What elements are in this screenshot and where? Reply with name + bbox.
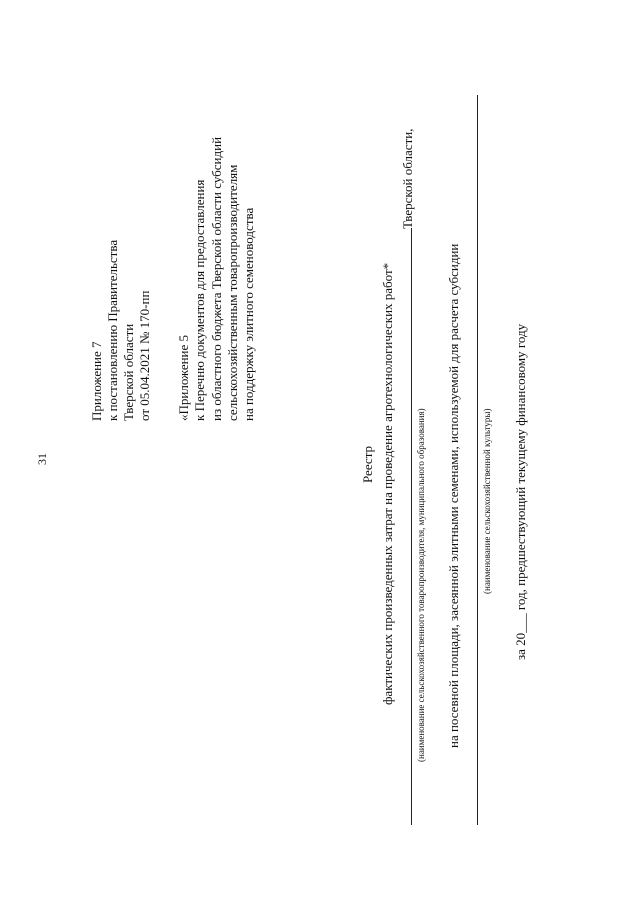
appendix-5-line: к Перечню документов для предоставления (192, 179, 207, 421)
appendix-5-line: на поддержку элитного семеноводства (241, 207, 256, 421)
producer-blank-line (411, 228, 412, 825)
register-subtitle: фактических произведенных затрат на проведение агротехнологических работ* (380, 262, 395, 705)
crop-blank-line (477, 95, 478, 825)
page-number: 31 (35, 453, 49, 465)
region-text: Тверской области, (400, 128, 415, 229)
appendix-5-title: «Приложение 5 (176, 334, 191, 421)
appendix-5-line: из областного бюджета Тверской области субсидий (209, 136, 224, 421)
appendix-7-line: к постановлению Правительства (105, 239, 120, 421)
year-text: за 20___ год, предшествующий текущему финансовому году (513, 323, 528, 660)
appendix-5-line: сельскохозяйственным товаропроизводителям (225, 164, 240, 421)
appendix-7-line: Тверской области (121, 323, 136, 421)
crop-caption: (наименование сельскохозяйственной культуры) (482, 408, 492, 594)
producer-caption: (наименование сельскохозяйственного товаропроизводителя, муниципального образования) (416, 408, 426, 762)
appendix-7-title: Приложение 7 (89, 341, 104, 421)
register-title: Реестр (360, 445, 375, 483)
area-text: на посевной площади, засеянной элитными семенами, используемой для расчета субсидии (446, 243, 461, 748)
appendix-7-date: от 05.04.2021 № 170-пп (137, 290, 152, 421)
